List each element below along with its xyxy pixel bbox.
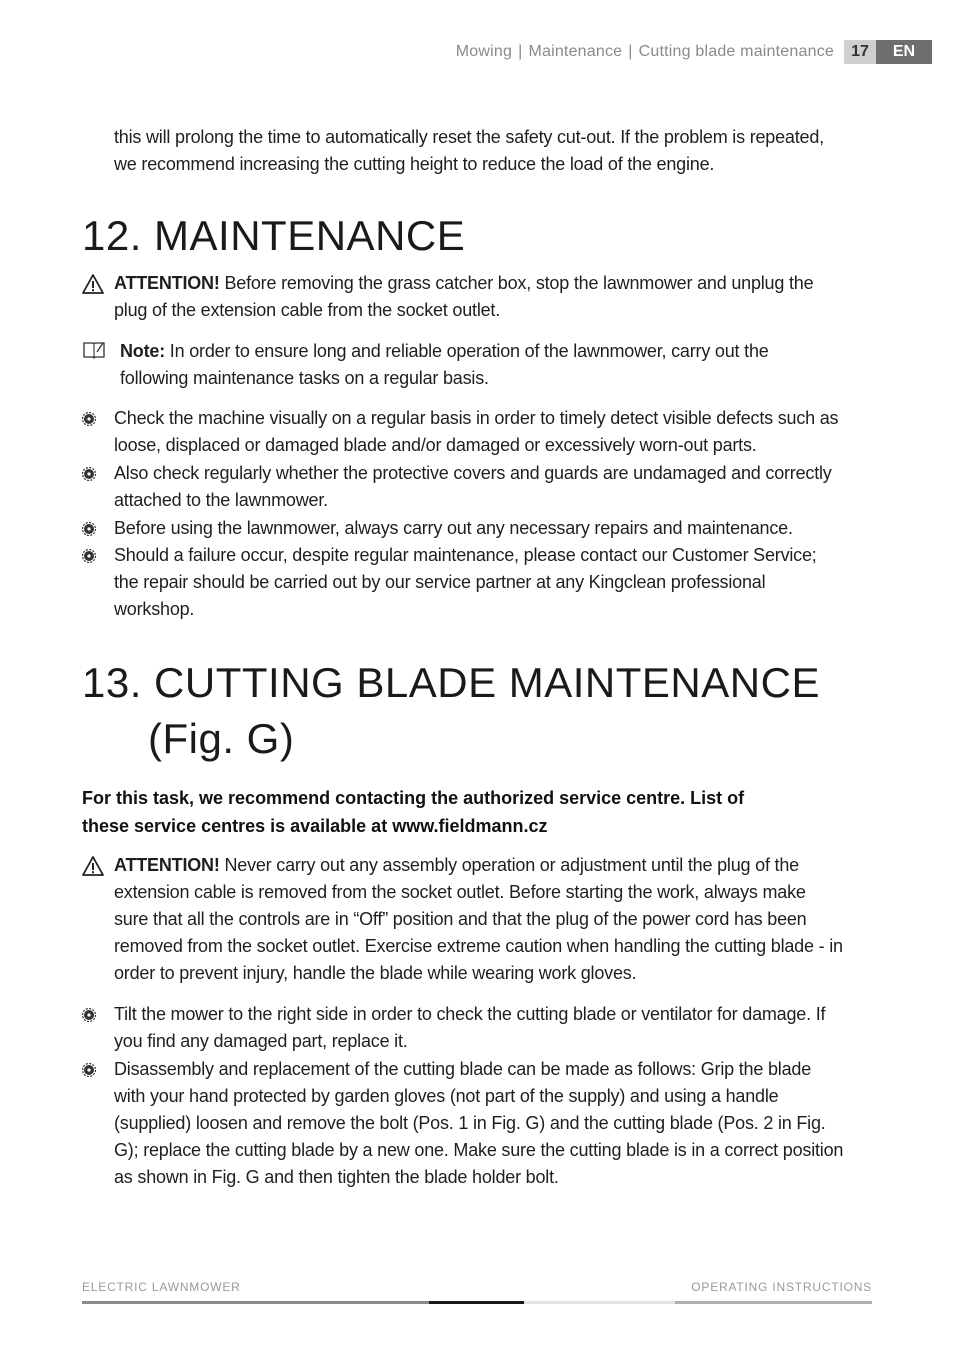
gear-bullet-icon xyxy=(82,1063,96,1077)
open-book-note-icon xyxy=(82,340,106,360)
section-13-title-continued: (Fig. G) xyxy=(148,715,295,762)
footer-divider xyxy=(675,1301,872,1304)
gear-bullet-icon xyxy=(82,549,96,563)
footer-product-name: ELECTRIC LAWNMOWER xyxy=(82,1280,241,1294)
gear-bullet-icon xyxy=(82,412,96,426)
page-header xyxy=(456,40,932,64)
note-block: Note: In order to ensure long and reliable operation of the lawnmower, carry out the following maintenance tasks on a regular basis. xyxy=(120,341,769,388)
gear-bullet-icon xyxy=(82,1008,96,1022)
attention-label: ATTENTION! xyxy=(114,855,220,875)
footer-document-type: OPERATING INSTRUCTIONS xyxy=(691,1280,872,1294)
breadcrumb-item: Cutting blade maintenance xyxy=(638,43,834,60)
attention-block-12: ATTENTION! Before removing the grass catcher box, stop the lawnmower and unplug the plug of the extension cable from the socket outlet. xyxy=(114,273,814,320)
section-13-title: 13. CUTTING BLADE MAINTENANCE xyxy=(82,659,820,706)
attention-label: ATTENTION! xyxy=(114,273,220,293)
footer-divider-accent xyxy=(429,1301,524,1304)
intro-paragraph: this will prolong the time to automatically reset the safety cut-out. If the problem is repeated, we recommend increasing the cutting height to reduce the load of the engine. xyxy=(114,127,824,174)
warning-triangle-icon xyxy=(82,274,104,294)
recommendation-text: For this task, we recommend contacting the authorized service centre. List of these service centres is available at www.fieldmann.cz xyxy=(82,788,745,836)
gear-bullet-icon xyxy=(82,522,96,536)
breadcrumb-item: Maintenance xyxy=(528,43,623,60)
breadcrumb: Mowing | Maintenance | Cutting blade maintenance xyxy=(455,43,834,60)
warning-triangle-icon xyxy=(82,856,104,876)
page-number-badge: 17 xyxy=(844,40,876,64)
language-badge: EN xyxy=(876,40,932,64)
section-12-title: 12. MAINTENANCE xyxy=(82,212,466,259)
gear-bullet-icon xyxy=(82,467,96,481)
footer-divider xyxy=(524,1301,675,1304)
breadcrumb-item: Mowing xyxy=(455,43,513,60)
note-label: Note: xyxy=(120,341,165,361)
attention-block-13: ATTENTION! Never carry out any assembly operation or adjustment until the plug of the extension cable is removed from the socket outlet. Before starting the work, always make sure that all the controls are in “Off” position and that the plug of the power cord has been removed from the socket outlet. Exercise extreme caution when handling the cutting blade - in order to prevent injury, handle the blade while wearing work gloves. xyxy=(114,855,843,983)
footer-divider xyxy=(82,1301,429,1304)
